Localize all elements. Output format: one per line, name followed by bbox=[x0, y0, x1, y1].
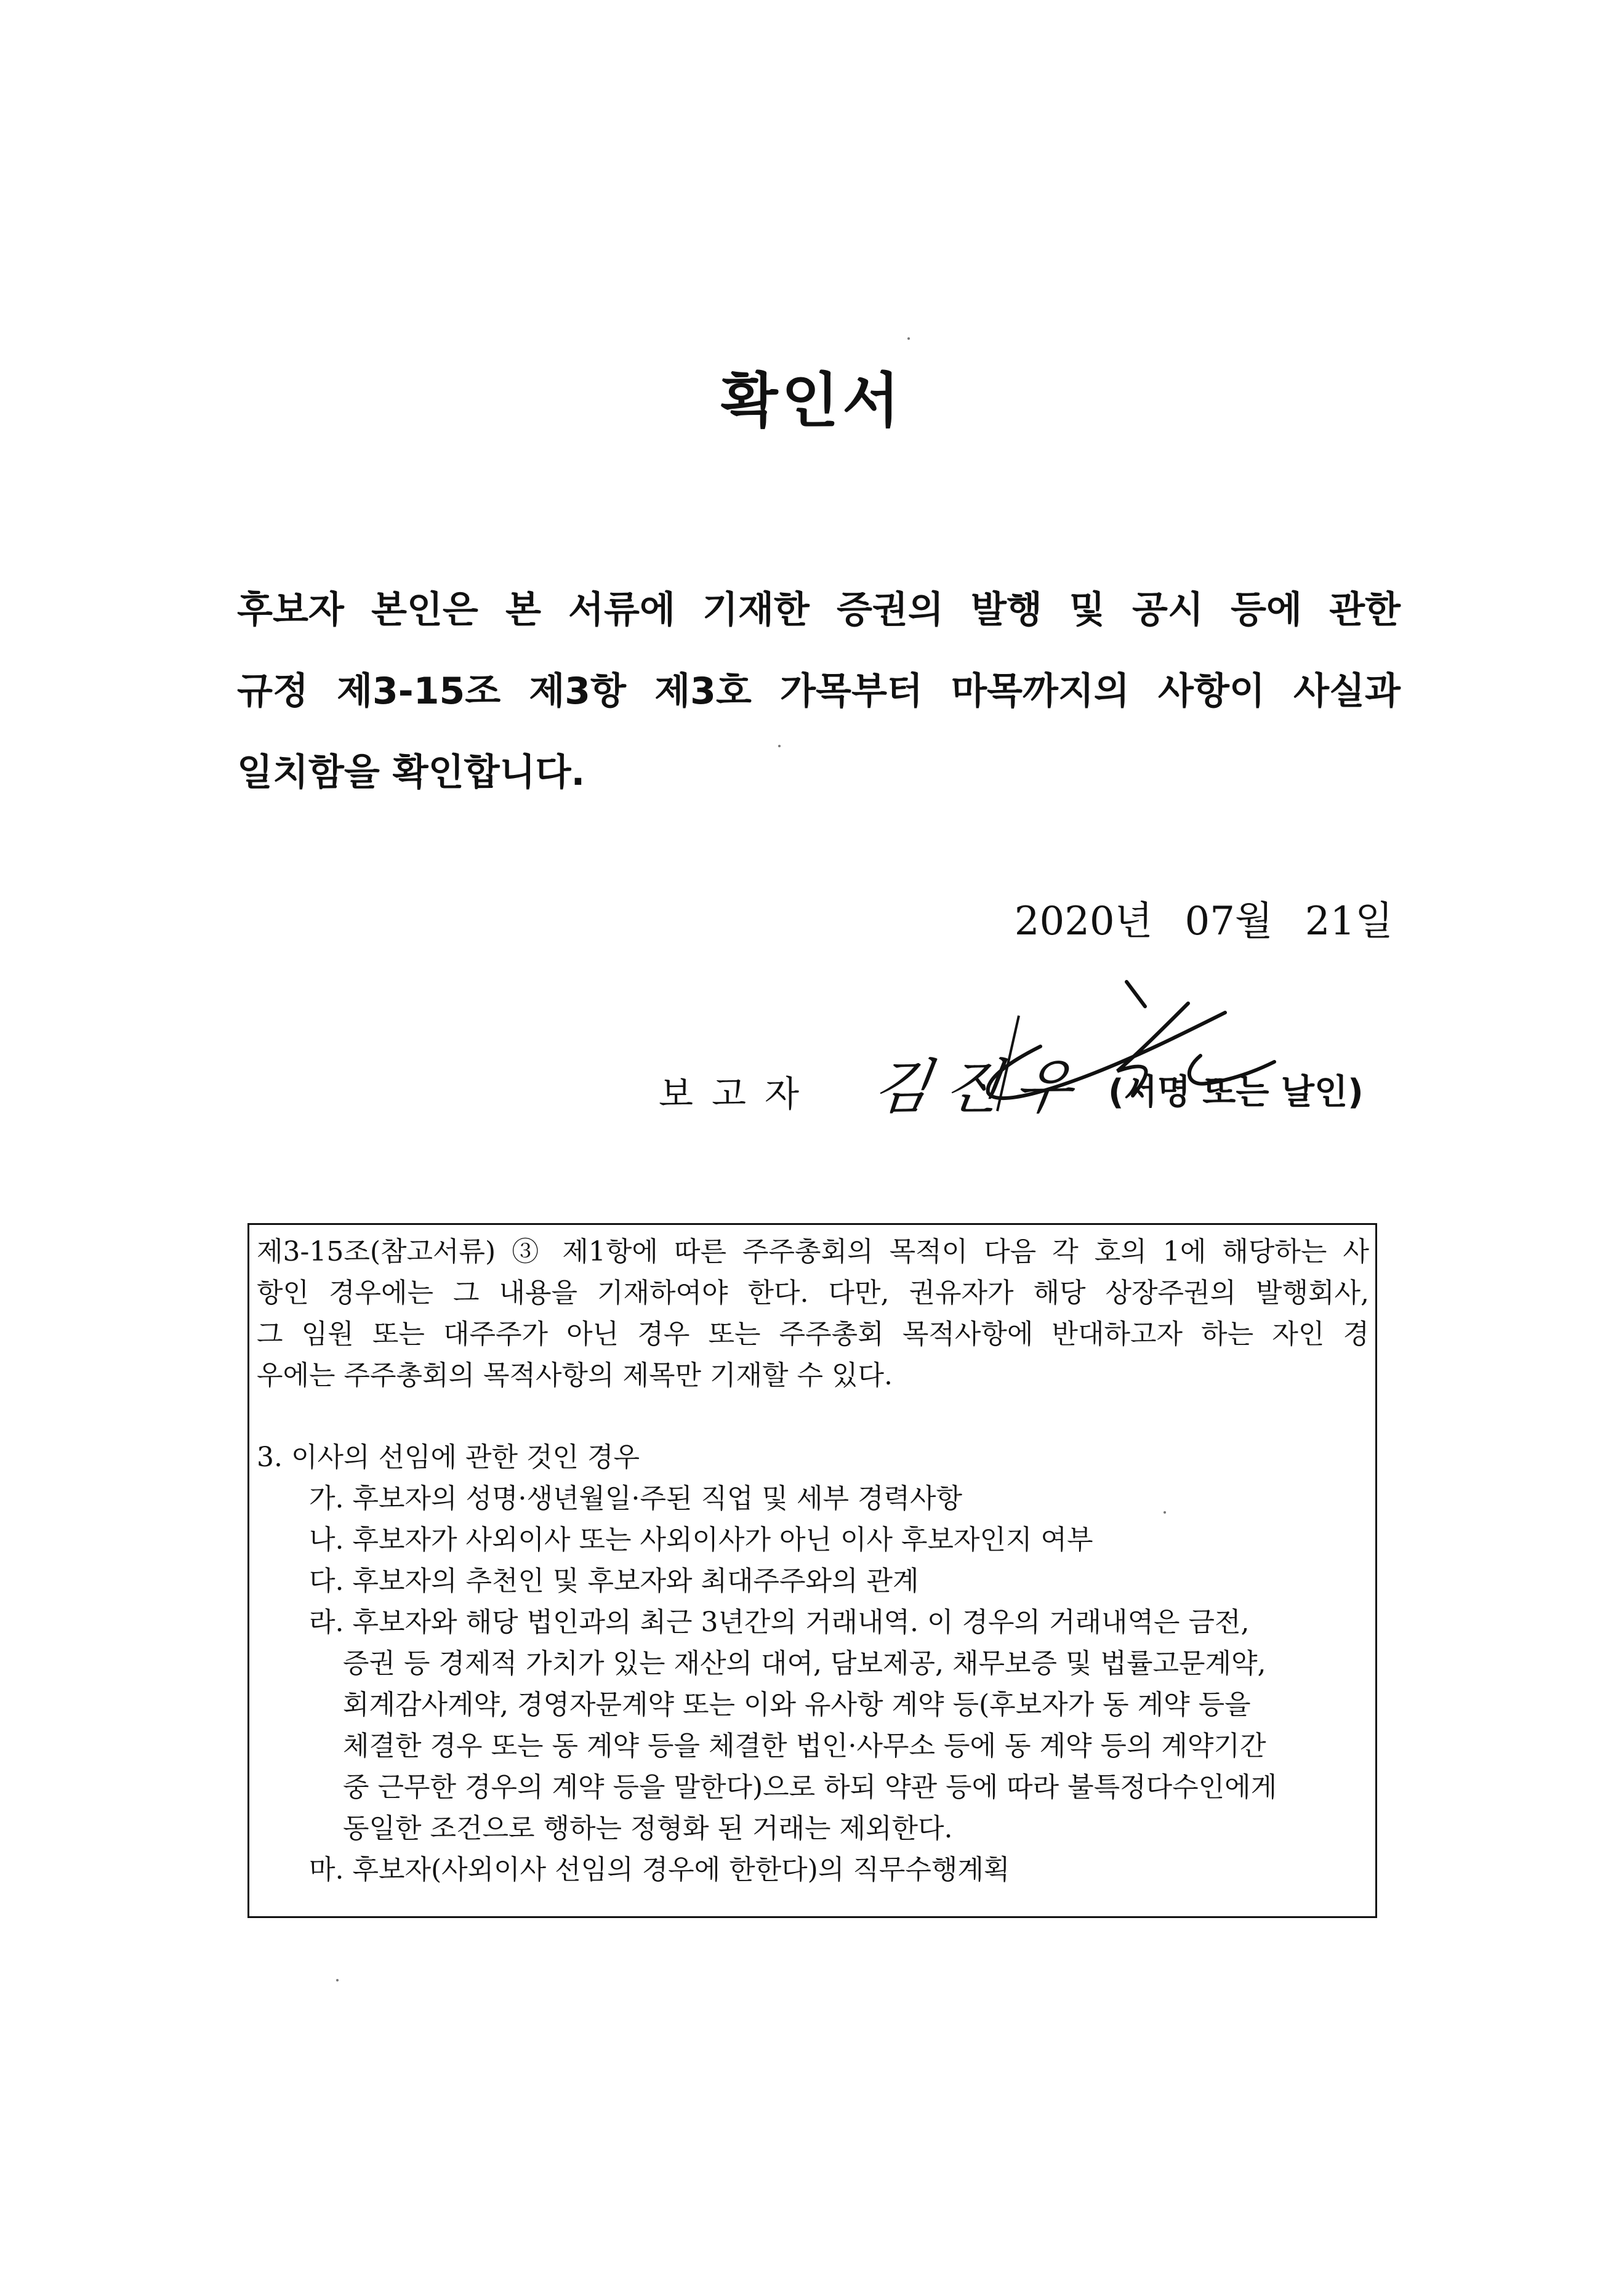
list-item-continuation: 체결한 경우 또는 동 계약 등을 체결한 법인·사무소 등에 동 계약 등의 계약기간 bbox=[343, 1730, 1266, 1762]
regulation-line: 우에는 주주총회의 목적사항의 제목만 기재할 수 있다. bbox=[257, 1360, 893, 1391]
scan-speck bbox=[778, 745, 781, 747]
date-day: 21일 bbox=[1304, 899, 1393, 944]
scan-speck bbox=[1164, 1511, 1166, 1514]
reporter-label: 보고자 bbox=[659, 1073, 818, 1115]
regulation-reference-box bbox=[247, 1223, 1377, 1918]
scan-speck bbox=[907, 337, 910, 340]
reporter-signature-block bbox=[659, 1046, 1428, 1120]
statement-line: 후보자 본인은 본 서류에 기재한 증권의 발행 및 공시 등에 관한 bbox=[237, 588, 1401, 632]
list-item-continuation: 회계감사계약, 경영자문계약 또는 이와 유사항 계약 등(후보자가 동 계약 등을 bbox=[343, 1689, 1251, 1720]
scan-speck bbox=[336, 1979, 339, 1981]
document-title: 확인서 bbox=[720, 366, 904, 435]
statement-line: 규정 제3-15조 제3항 제3호 가목부터 마목까지의 사항이 사실과 bbox=[237, 670, 1401, 713]
confirmation-statement bbox=[237, 569, 1401, 813]
list-item-continuation: 중 근무한 경우의 계약 등을 말한다)으로 하되 약관 등에 따라 불특정다수인에게 bbox=[343, 1772, 1277, 1803]
regulation-line: 제3-15조(참고서류) ③ 제1항에 따른 주주총회의 목적이 다음 각 호의 1에 해당하는 사 bbox=[257, 1236, 1369, 1267]
regulation-line: 그 임원 또는 대주주가 아닌 경우 또는 주주총회 목적사항에 반대하고자 하는 자인 경 bbox=[257, 1319, 1370, 1350]
date-month: 07월 bbox=[1184, 899, 1273, 944]
document-date bbox=[1015, 889, 1393, 946]
list-item: 가. 후보자의 성명·생년월일·주된 직업 및 세부 경력사항 bbox=[309, 1483, 962, 1514]
list-item-continuation: 증권 등 경제적 가치가 있는 재산의 대여, 담보제공, 채무보증 및 법률고문계약, bbox=[343, 1648, 1266, 1679]
list-item-continuation: 동일한 조건으로 행하는 정형화 된 거래는 제외한다. bbox=[343, 1813, 953, 1844]
handwritten-name: 김진우 bbox=[869, 1053, 1091, 1122]
list-item: 나. 후보자가 사외이사 또는 사외이사가 아닌 이사 후보자인지 여부 bbox=[309, 1524, 1093, 1555]
regulation-line: 항인 경우에는 그 내용을 기재하여야 한다. 다만, 권유자가 해당 상장주권의 발행회사, bbox=[257, 1277, 1369, 1309]
date-year: 2020년 bbox=[1014, 899, 1153, 944]
list-item: 라. 후보자와 해당 법인과의 최근 3년간의 거래내역. 이 경우의 거래내역은 금전, bbox=[309, 1607, 1250, 1638]
section-heading: 3. 이사의 선임에 관한 것인 경우 bbox=[257, 1442, 640, 1473]
list-item: 마. 후보자(사외이사 선임의 경우에 한한다)의 직무수행계획 bbox=[309, 1854, 1010, 1885]
sign-or-seal-note: (서명 또는 날인) bbox=[1108, 1072, 1364, 1112]
list-item: 다. 후보자의 추천인 및 후보자와 최대주주와의 관계 bbox=[309, 1565, 919, 1597]
regulation-paragraph bbox=[257, 1231, 1369, 1396]
statement-line: 일치함을 확인합니다. bbox=[237, 751, 585, 794]
